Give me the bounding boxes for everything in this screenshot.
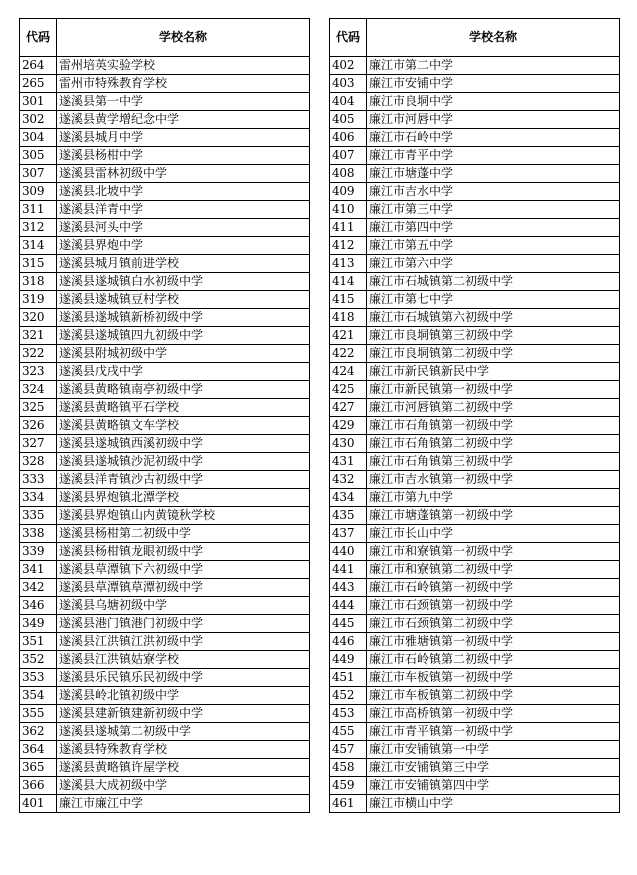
right-school-name-cell: 廉江市良垌镇第二初级中学 (367, 345, 620, 363)
right-code-cell: 424 (330, 363, 367, 381)
left-school-name-cell: 遂溪县黄学增纪念中学 (57, 111, 310, 129)
right-school-name-cell: 廉江市石岭中学 (367, 129, 620, 147)
column-gap-cell (310, 777, 330, 795)
right-school-name-cell: 廉江市石角镇第一初级中学 (367, 417, 620, 435)
left-school-name-cell: 遂溪县遂城镇四九初级中学 (57, 327, 310, 345)
table-row (20, 435, 620, 453)
column-gap-cell (310, 741, 330, 759)
table-row (20, 345, 620, 363)
left-code-cell: 339 (20, 543, 57, 561)
right-school-name-cell: 廉江市石岭镇第一初级中学 (367, 579, 620, 597)
left-school-name-cell: 遂溪县杨柑中学 (57, 147, 310, 165)
table-row (20, 705, 620, 723)
left-code-cell: 320 (20, 309, 57, 327)
right-school-name-cell: 廉江市塘蓬中学 (367, 165, 620, 183)
right-name-header: 学校名称 (367, 19, 620, 57)
right-school-name-cell: 廉江市新民镇新民中学 (367, 363, 620, 381)
right-code-cell: 432 (330, 471, 367, 489)
right-code-cell: 431 (330, 453, 367, 471)
right-code-cell: 459 (330, 777, 367, 795)
table-body (20, 57, 620, 813)
column-gap (310, 19, 330, 57)
table-row (20, 93, 620, 111)
column-gap-cell (310, 687, 330, 705)
right-school-name-cell: 廉江市长山中学 (367, 525, 620, 543)
right-code-cell: 409 (330, 183, 367, 201)
right-school-name-cell: 廉江市第九中学 (367, 489, 620, 507)
table-row (20, 687, 620, 705)
table-row (20, 651, 620, 669)
column-gap-cell (310, 111, 330, 129)
right-school-name-cell: 廉江市雅塘镇第一初级中学 (367, 633, 620, 651)
left-school-name-cell: 遂溪县岭北镇初级中学 (57, 687, 310, 705)
left-code-cell: 328 (20, 453, 57, 471)
right-school-name-cell: 廉江市青平镇第一初级中学 (367, 723, 620, 741)
column-gap-cell (310, 759, 330, 777)
left-school-name-cell: 遂溪县乌塘初级中学 (57, 597, 310, 615)
left-code-cell: 351 (20, 633, 57, 651)
left-code-cell: 324 (20, 381, 57, 399)
right-code-cell: 427 (330, 399, 367, 417)
table-row (20, 201, 620, 219)
column-gap-cell (310, 129, 330, 147)
left-school-name-cell: 遂溪县草潭镇草潭初级中学 (57, 579, 310, 597)
column-gap-cell (310, 471, 330, 489)
column-gap-cell (310, 237, 330, 255)
right-code-cell: 434 (330, 489, 367, 507)
table-row (20, 309, 620, 327)
right-code-cell: 444 (330, 597, 367, 615)
left-code-cell: 309 (20, 183, 57, 201)
right-code-cell: 458 (330, 759, 367, 777)
left-school-name-cell: 遂溪县黄略镇南亭初级中学 (57, 381, 310, 399)
right-code-cell: 415 (330, 291, 367, 309)
left-code-cell: 349 (20, 615, 57, 633)
header-row (20, 19, 620, 57)
left-school-name-cell: 遂溪县遂城镇西溪初级中学 (57, 435, 310, 453)
table-row (20, 543, 620, 561)
right-code-cell: 413 (330, 255, 367, 273)
column-gap-cell (310, 273, 330, 291)
right-school-name-cell: 廉江市新民镇第一初级中学 (367, 381, 620, 399)
right-code-cell: 421 (330, 327, 367, 345)
table-row (20, 75, 620, 93)
table-row (20, 615, 620, 633)
table-row (20, 507, 620, 525)
right-school-name-cell: 廉江市吉水镇第一初级中学 (367, 471, 620, 489)
column-gap-cell (310, 543, 330, 561)
right-school-name-cell: 廉江市第三中学 (367, 201, 620, 219)
column-gap-cell (310, 399, 330, 417)
table-row (20, 759, 620, 777)
left-school-name-cell: 遂溪县遂城镇沙泥初级中学 (57, 453, 310, 471)
table-row (20, 237, 620, 255)
left-code-cell: 338 (20, 525, 57, 543)
right-school-name-cell: 廉江市第七中学 (367, 291, 620, 309)
table-row (20, 255, 620, 273)
left-school-name-cell: 遂溪县江洪镇姑寮学校 (57, 651, 310, 669)
right-school-name-cell: 廉江市第六中学 (367, 255, 620, 273)
right-school-name-cell: 廉江市石颈镇第二初级中学 (367, 615, 620, 633)
column-gap-cell (310, 435, 330, 453)
right-code-cell: 422 (330, 345, 367, 363)
table-row (20, 381, 620, 399)
right-code-cell: 446 (330, 633, 367, 651)
left-school-name-cell: 遂溪县黄略镇许屋学校 (57, 759, 310, 777)
right-school-name-cell: 廉江市安铺中学 (367, 75, 620, 93)
right-code-cell: 411 (330, 219, 367, 237)
right-code-cell: 429 (330, 417, 367, 435)
column-gap-cell (310, 309, 330, 327)
right-school-name-cell: 廉江市第五中学 (367, 237, 620, 255)
table-row (20, 579, 620, 597)
right-school-name-cell: 廉江市塘蓬镇第一初级中学 (367, 507, 620, 525)
right-code-header: 代码 (330, 19, 367, 57)
column-gap-cell (310, 705, 330, 723)
column-gap-cell (310, 561, 330, 579)
right-school-name-cell: 廉江市安铺镇第一中学 (367, 741, 620, 759)
table-row (20, 183, 620, 201)
right-code-cell: 414 (330, 273, 367, 291)
table-row (20, 777, 620, 795)
left-school-name-cell: 雷州培英实验学校 (57, 57, 310, 75)
table-row (20, 273, 620, 291)
right-school-name-cell: 廉江市石城镇第二初级中学 (367, 273, 620, 291)
left-school-name-cell: 遂溪县戊戌中学 (57, 363, 310, 381)
left-code-cell: 314 (20, 237, 57, 255)
right-code-cell: 453 (330, 705, 367, 723)
column-gap-cell (310, 669, 330, 687)
left-school-name-cell: 遂溪县界炮镇北潭学校 (57, 489, 310, 507)
column-gap-cell (310, 795, 330, 813)
left-code-cell: 323 (20, 363, 57, 381)
left-school-name-cell: 遂溪县洋青镇沙古初级中学 (57, 471, 310, 489)
left-code-cell: 264 (20, 57, 57, 75)
left-code-cell: 327 (20, 435, 57, 453)
table-row (20, 417, 620, 435)
column-gap-cell (310, 507, 330, 525)
table-row (20, 597, 620, 615)
right-code-cell: 445 (330, 615, 367, 633)
table-row (20, 741, 620, 759)
left-code-cell: 355 (20, 705, 57, 723)
left-school-name-cell: 遂溪县遂城镇白水初级中学 (57, 273, 310, 291)
table-row (20, 795, 620, 813)
table-row (20, 525, 620, 543)
column-gap-cell (310, 633, 330, 651)
right-school-name-cell: 廉江市吉水中学 (367, 183, 620, 201)
right-code-cell: 452 (330, 687, 367, 705)
left-school-name-cell: 遂溪县乐民镇乐民初级中学 (57, 669, 310, 687)
column-gap-cell (310, 93, 330, 111)
right-code-cell: 425 (330, 381, 367, 399)
right-code-cell: 449 (330, 651, 367, 669)
right-code-cell: 457 (330, 741, 367, 759)
left-code-cell: 321 (20, 327, 57, 345)
right-school-name-cell: 廉江市安铺镇第三中学 (367, 759, 620, 777)
right-code-cell: 405 (330, 111, 367, 129)
left-code-cell: 364 (20, 741, 57, 759)
right-code-cell: 441 (330, 561, 367, 579)
column-gap-cell (310, 525, 330, 543)
left-code-cell: 307 (20, 165, 57, 183)
right-school-name-cell: 廉江市和寮镇第二初级中学 (367, 561, 620, 579)
left-code-cell: 352 (20, 651, 57, 669)
table-row (20, 147, 620, 165)
left-school-name-cell: 遂溪县特殊教育学校 (57, 741, 310, 759)
left-school-name-cell: 遂溪县城月中学 (57, 129, 310, 147)
column-gap-cell (310, 597, 330, 615)
right-code-cell: 404 (330, 93, 367, 111)
left-school-name-cell: 遂溪县第一中学 (57, 93, 310, 111)
left-school-name-cell: 遂溪县城月镇前进学校 (57, 255, 310, 273)
right-school-name-cell: 廉江市青平中学 (367, 147, 620, 165)
right-code-cell: 435 (330, 507, 367, 525)
right-school-name-cell: 廉江市河唇镇第二初级中学 (367, 399, 620, 417)
left-code-cell: 334 (20, 489, 57, 507)
column-gap-cell (310, 75, 330, 93)
left-school-name-cell: 遂溪县附城初级中学 (57, 345, 310, 363)
right-code-cell: 455 (330, 723, 367, 741)
left-code-cell: 401 (20, 795, 57, 813)
table-row (20, 129, 620, 147)
column-gap-cell (310, 453, 330, 471)
table-row (20, 633, 620, 651)
left-school-name-cell: 遂溪县杨柑第二初级中学 (57, 525, 310, 543)
right-school-name-cell: 廉江市石颈镇第一初级中学 (367, 597, 620, 615)
left-school-name-cell: 遂溪县大成初级中学 (57, 777, 310, 795)
left-school-name-cell: 遂溪县杨柑镇龙眼初级中学 (57, 543, 310, 561)
left-school-name-cell: 遂溪县港门镇港门初级中学 (57, 615, 310, 633)
left-school-name-cell: 遂溪县草潭镇下六初级中学 (57, 561, 310, 579)
table-row (20, 471, 620, 489)
right-school-name-cell: 廉江市高桥镇第一初级中学 (367, 705, 620, 723)
table-row (20, 111, 620, 129)
right-school-name-cell: 廉江市石角镇第二初级中学 (367, 435, 620, 453)
left-code-cell: 325 (20, 399, 57, 417)
table-row (20, 453, 620, 471)
column-gap-cell (310, 57, 330, 75)
right-code-cell: 437 (330, 525, 367, 543)
left-school-name-cell: 廉江市廉江中学 (57, 795, 310, 813)
left-code-cell: 311 (20, 201, 57, 219)
table-row (20, 363, 620, 381)
left-school-name-cell: 遂溪县河头中学 (57, 219, 310, 237)
column-gap-cell (310, 327, 330, 345)
column-gap-cell (310, 381, 330, 399)
left-code-cell: 333 (20, 471, 57, 489)
left-code-cell: 362 (20, 723, 57, 741)
left-school-name-cell: 遂溪县遂城第二初级中学 (57, 723, 310, 741)
left-code-cell: 302 (20, 111, 57, 129)
right-school-name-cell: 廉江市第四中学 (367, 219, 620, 237)
table-row (20, 57, 620, 75)
table-row (20, 723, 620, 741)
left-school-name-cell: 遂溪县江洪镇江洪初级中学 (57, 633, 310, 651)
left-school-name-cell: 遂溪县界炮中学 (57, 237, 310, 255)
right-school-name-cell: 廉江市车板镇第一初级中学 (367, 669, 620, 687)
right-code-cell: 461 (330, 795, 367, 813)
table-row (20, 327, 620, 345)
column-gap-cell (310, 219, 330, 237)
right-code-cell: 443 (330, 579, 367, 597)
right-school-name-cell: 廉江市车板镇第二初级中学 (367, 687, 620, 705)
right-school-name-cell: 廉江市和寮镇第一初级中学 (367, 543, 620, 561)
left-code-cell: 305 (20, 147, 57, 165)
right-school-name-cell: 廉江市石城镇第六初级中学 (367, 309, 620, 327)
left-school-name-cell: 遂溪县界炮镇山内黄镜秋学校 (57, 507, 310, 525)
column-gap-cell (310, 165, 330, 183)
left-code-cell: 265 (20, 75, 57, 93)
column-gap-cell (310, 255, 330, 273)
left-code-cell: 365 (20, 759, 57, 777)
school-code-table (19, 18, 620, 813)
left-school-name-cell: 遂溪县黄略镇文车学校 (57, 417, 310, 435)
left-code-cell: 341 (20, 561, 57, 579)
table-row (20, 219, 620, 237)
left-code-cell: 346 (20, 597, 57, 615)
column-gap-cell (310, 489, 330, 507)
left-school-name-cell: 遂溪县遂城镇新桥初级中学 (57, 309, 310, 327)
right-code-cell: 407 (330, 147, 367, 165)
column-gap-cell (310, 723, 330, 741)
left-code-cell: 318 (20, 273, 57, 291)
column-gap-cell (310, 417, 330, 435)
right-code-cell: 406 (330, 129, 367, 147)
right-school-name-cell: 廉江市良垌中学 (367, 93, 620, 111)
column-gap-cell (310, 579, 330, 597)
right-school-name-cell: 廉江市石角镇第三初级中学 (367, 453, 620, 471)
right-school-name-cell: 廉江市第二中学 (367, 57, 620, 75)
left-school-name-cell: 遂溪县遂城镇豆村学校 (57, 291, 310, 309)
column-gap-cell (310, 651, 330, 669)
left-school-name-cell: 遂溪县建新镇建新初级中学 (57, 705, 310, 723)
left-school-name-cell: 遂溪县黄略镇平石学校 (57, 399, 310, 417)
table-row (20, 399, 620, 417)
left-school-name-cell: 雷州市特殊教育学校 (57, 75, 310, 93)
column-gap-cell (310, 201, 330, 219)
left-code-cell: 301 (20, 93, 57, 111)
table-row (20, 165, 620, 183)
left-code-cell: 322 (20, 345, 57, 363)
left-code-cell: 315 (20, 255, 57, 273)
table-row (20, 291, 620, 309)
right-code-cell: 408 (330, 165, 367, 183)
right-code-cell: 410 (330, 201, 367, 219)
right-school-name-cell: 廉江市横山中学 (367, 795, 620, 813)
right-code-cell: 403 (330, 75, 367, 93)
left-code-cell: 312 (20, 219, 57, 237)
column-gap-cell (310, 363, 330, 381)
column-gap-cell (310, 183, 330, 201)
right-school-name-cell: 廉江市河唇中学 (367, 111, 620, 129)
right-school-name-cell: 廉江市安铺镇第四中学 (367, 777, 620, 795)
column-gap-cell (310, 615, 330, 633)
right-code-cell: 418 (330, 309, 367, 327)
right-code-cell: 412 (330, 237, 367, 255)
left-school-name-cell: 遂溪县北坡中学 (57, 183, 310, 201)
left-school-name-cell: 遂溪县洋青中学 (57, 201, 310, 219)
left-name-header: 学校名称 (57, 19, 310, 57)
table-row (20, 669, 620, 687)
column-gap-cell (310, 291, 330, 309)
left-code-cell: 304 (20, 129, 57, 147)
left-code-cell: 319 (20, 291, 57, 309)
left-code-cell: 342 (20, 579, 57, 597)
left-code-cell: 326 (20, 417, 57, 435)
left-code-cell: 353 (20, 669, 57, 687)
column-gap-cell (310, 345, 330, 363)
left-code-header: 代码 (20, 19, 57, 57)
right-school-name-cell: 廉江市良垌镇第三初级中学 (367, 327, 620, 345)
right-school-name-cell: 廉江市石岭镇第二初级中学 (367, 651, 620, 669)
right-code-cell: 451 (330, 669, 367, 687)
left-code-cell: 366 (20, 777, 57, 795)
left-code-cell: 335 (20, 507, 57, 525)
left-school-name-cell: 遂溪县雷林初级中学 (57, 165, 310, 183)
table-row (20, 489, 620, 507)
left-code-cell: 354 (20, 687, 57, 705)
table-row (20, 561, 620, 579)
right-code-cell: 440 (330, 543, 367, 561)
right-code-cell: 430 (330, 435, 367, 453)
column-gap-cell (310, 147, 330, 165)
right-code-cell: 402 (330, 57, 367, 75)
